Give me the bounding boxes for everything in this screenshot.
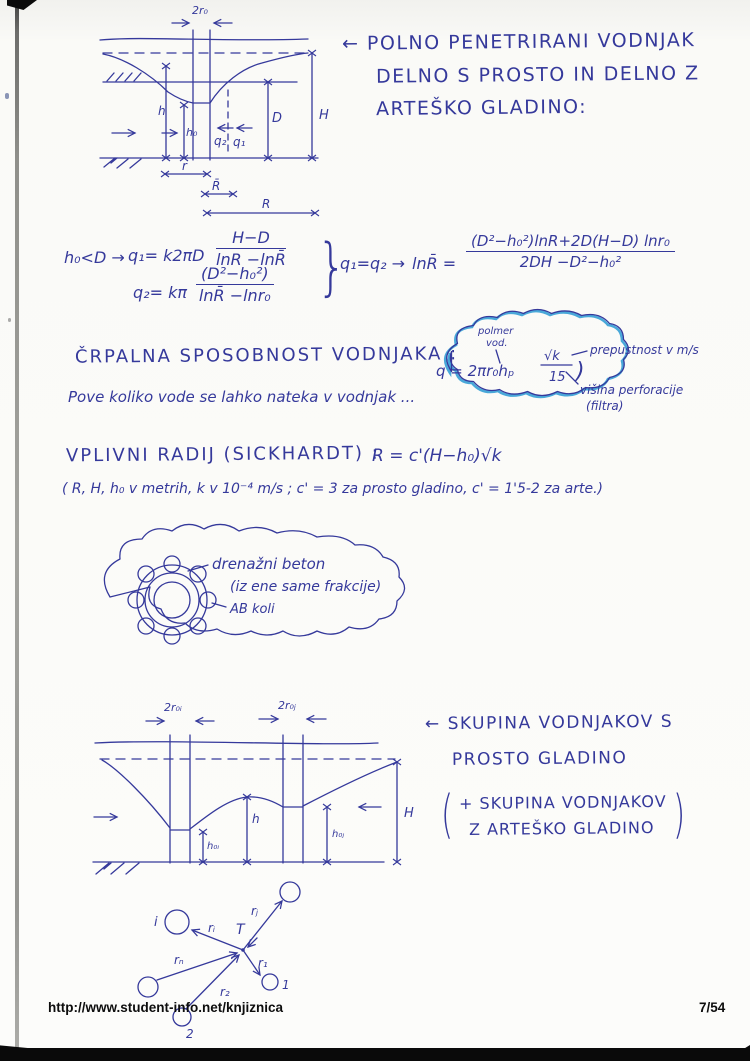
label-h: h — [158, 104, 166, 118]
label-D: D — [272, 111, 283, 126]
label-H: H — [319, 108, 329, 123]
eq-lnR-num: (D²−h₀²)lnR+2D(H−D) lnr₀ — [466, 232, 675, 252]
label-drenazni-beton: drenažni beton — [212, 555, 326, 573]
skupina-paren-group — [437, 780, 689, 850]
drainage-well-cloud-sketch — [80, 527, 440, 667]
well-group-lines — [93, 699, 401, 874]
skupina-line2: PROSTO GLADINO — [451, 748, 628, 770]
cloud-formula-sqrtk: √k — [544, 349, 560, 364]
label-R: R — [262, 197, 271, 211]
label-2: 2 — [186, 1027, 194, 1041]
label-prepustnost: prepustnost v m/s — [590, 343, 699, 357]
eq-q2-lhs: q₂= kπ — [133, 283, 187, 302]
label-Rbar: R̄ — [212, 179, 221, 193]
scan-left-edge — [0, 0, 26, 1061]
eq-lnR-lhs: lnR̄ = — [412, 254, 457, 273]
note-title-line2: DELNO S PROSTO IN DELNO Z — [375, 62, 700, 88]
eq-brace: } — [316, 230, 347, 303]
label-rj: rⱼ — [251, 904, 259, 918]
label-2r0j: 2r₀ⱼ — [278, 699, 296, 712]
scan-speck — [8, 318, 11, 322]
eq-q2-num: (D²−h₀²) — [196, 264, 274, 285]
label-q2: q₂ — [214, 134, 227, 148]
label-r: r — [182, 159, 187, 173]
label-filtra: (filtra) — [586, 399, 624, 413]
eq-q1-lhs: q₁= k2πD — [128, 246, 205, 265]
label-ab-koli: AB koli — [230, 602, 275, 617]
eq-condition: h₀<D → — [64, 248, 125, 267]
well-interference-diagram — [118, 868, 318, 1043]
eq-lnR-fraction — [466, 232, 675, 271]
label-2r0i: 2r₀ᵢ — [164, 701, 182, 714]
label-h: h — [252, 812, 260, 826]
label-i: i — [154, 915, 158, 930]
eq-q1-fraction — [216, 228, 286, 269]
note-title-line3: ARTEŠKO GLADINO: — [375, 95, 588, 121]
label-h0j: h₀ⱼ — [332, 829, 345, 840]
vplivni-formula: R = c'(H−h₀)√k — [372, 446, 502, 466]
label-2r0: 2r₀ — [192, 4, 208, 17]
label-frakcije: (iz ene same frakcije) — [230, 579, 382, 595]
label-H: H — [404, 806, 414, 821]
vplivni-note: ( R, H, h₀ v metrih, k v 10⁻⁴ m/s ; c' = 3 za prosto gladino, c' = 1'5-2 za arte.) — [62, 481, 603, 497]
eq-join: q₁=q₂ → — [340, 254, 406, 273]
well-cross-section-diagram — [62, 2, 352, 234]
cloud-formula-q: q = 2πr₀hₚ — [436, 362, 515, 380]
label-h0i: h₀ᵢ — [207, 841, 220, 852]
label-r2: r₂ — [220, 985, 230, 999]
skupina-line1: ← SKUPINA VODNJAKOV S — [424, 711, 674, 735]
label-polmer: polmer — [478, 326, 514, 337]
label-q1: q₁ — [233, 135, 246, 149]
note-title-line1: ← POLNO PENETRIRANI VODNJAK — [341, 29, 696, 55]
paren-open: ( — [441, 785, 454, 845]
label-h0: h₀ — [186, 126, 198, 139]
eq-q1-den: lnR −lnR̄ — [216, 250, 286, 269]
well-diagram-lines — [100, 4, 319, 216]
scan-bottom-bar — [0, 1048, 750, 1061]
skupina-paren-line1: + SKUPINA VODNJAKOV — [459, 791, 667, 813]
eq-lnR-den: 2DH −D²−h₀² — [519, 253, 622, 271]
label-T: T — [236, 922, 245, 938]
heading-crpalna: ČRPALNA SPOSOBNOST VODNJAKA : — [74, 343, 459, 368]
scan-page-edge-line — [15, 0, 19, 1061]
label-vod: vod. — [486, 338, 508, 349]
crpalna-note: Pove koliko vode se lahko nateka v vodnjak ... — [68, 388, 416, 406]
cloud-formula-15: 15 — [549, 370, 566, 385]
skupina-paren-line2: Z ARTEŠKO GLADINO — [469, 817, 655, 839]
cloud-formula-paren: ) — [576, 359, 585, 384]
paren-close: ) — [672, 785, 686, 845]
eq-q2-den: lnR̄ −lnr₀ — [198, 286, 271, 305]
heading-vplivni: VPLIVNI RADIJ (SICKHARDT) : — [65, 442, 380, 467]
eq-q1-num: H−D — [216, 228, 286, 249]
scan-speck — [5, 93, 9, 99]
well-group-diagram — [68, 693, 448, 878]
label-ri: rᵢ — [208, 921, 216, 935]
label-1: 1 — [282, 978, 290, 992]
eq-q2-fraction — [196, 264, 274, 305]
footer-url: http://www.student-info.net/knjiznica — [48, 1000, 283, 1015]
pump-capacity-cloud — [420, 308, 750, 433]
label-rn: rₙ — [174, 953, 184, 967]
label-visina-perforacije: višina perforacije — [580, 383, 684, 397]
label-r1: r₁ — [258, 956, 268, 970]
footer-page-number: 7/54 — [699, 1000, 726, 1015]
